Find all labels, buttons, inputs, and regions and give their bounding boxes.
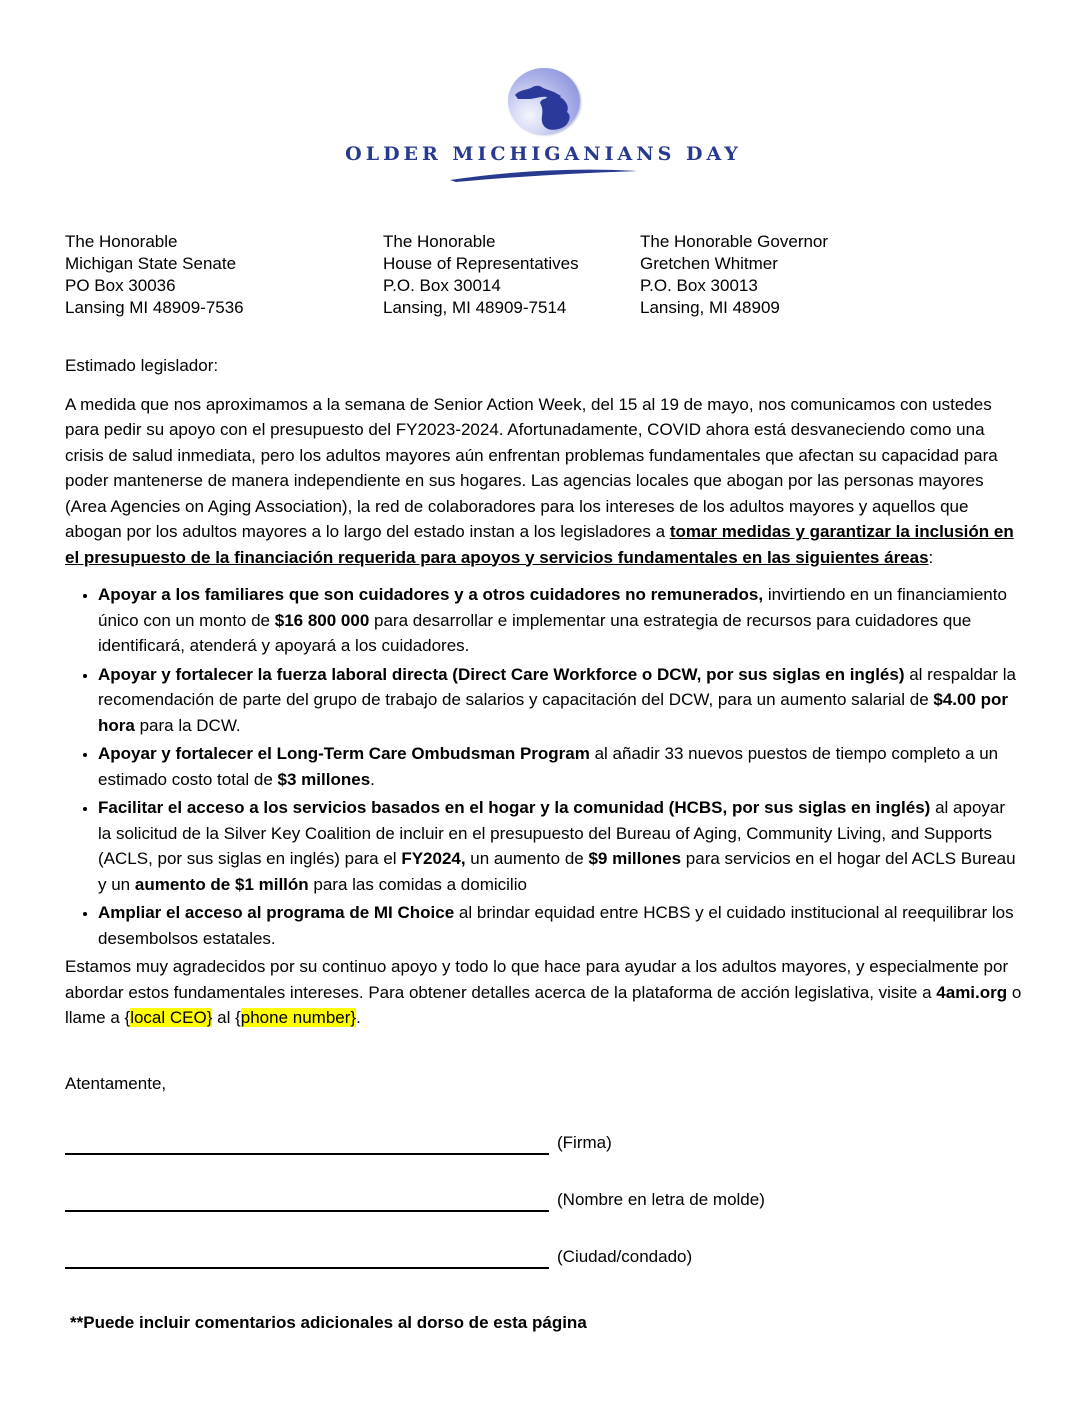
address-line: The Honorable — [65, 232, 178, 251]
address-line: Lansing MI 48909-7536 — [65, 298, 244, 317]
recipient-addresses — [65, 231, 1022, 319]
logo-title: OLDER MICHIGANIANS DAY — [345, 143, 742, 165]
address-block-governor — [640, 231, 1022, 319]
signature-label: (Firma) — [557, 1133, 612, 1152]
address-block-house — [383, 231, 640, 319]
address-line: P.O. Box 30014 — [383, 276, 501, 295]
address-line: Gretchen Whitmer — [640, 254, 778, 273]
logo-swoosh-underline — [446, 166, 642, 183]
list-item-caregivers: • Apoyar a los familiares que son cuidadores y a otros cuidadores no remunerados, invirtiendo en un financiamiento único con un monto de $16 800 000 para desarrollar e implementar una estrategia de recursos para cuidadores que identificará, atenderá y apoyará a los cuidadores. — [98, 582, 1022, 659]
list-item-ombudsman-program: • Apoyar y fortalecer el Long-Term Care Ombudsman Program al añadir 33 nuevos puestos de tiempo completo a un estimado costo total de $3 millones. — [98, 741, 1022, 792]
address-line: PO Box 30036 — [65, 276, 176, 295]
signature-blank-line — [65, 1129, 549, 1155]
list-item-mi-choice: • Ampliar el acceso al programa de MI Choice al brindar equidad entre HCBS y el cuidado institucional al reequilibrar los desembolsos estatales. — [98, 900, 1022, 951]
address-line: Michigan State Senate — [65, 254, 237, 273]
signature-row-firma — [65, 1129, 1022, 1155]
intro-paragraph: A medida que nos aproximamos a la semana de Senior Action Week, del 15 al 19 de mayo, nos comunicamos con ustedes para pedir su apoyo con el presupuesto del FY2023-2024. Afortunadamente, COVID ahora está desvaneciendo como una crisis de salud inmediata, pero los adultos mayores aún enfrentan problemas fundamentales que afectan su capacidad para poder mantenerse de manera independiente en sus hogares. Las agencias locales que abogan por las personas mayores (Area Agencies on Aging Association), la red de colaboradores para los intereses de los adultos mayores y aquellos que abogan por los adultos mayores a lo largo del estado instan a los legisladores a tomar medidas y garantizar la inclusión en el presupuesto de la financiación requerida para apoyos y servicios fundamentales en las siguientes áreas: — [65, 394, 1014, 567]
signature-blank-line — [65, 1243, 549, 1269]
address-line: The Honorable Governor — [640, 232, 829, 251]
salutation: Estimado legislador: — [65, 356, 219, 375]
signature-label: (Ciudad/condado) — [557, 1247, 693, 1266]
footnote: **Puede incluir comentarios adicionales al dorso de esta página — [70, 1313, 587, 1332]
list-item-direct-care-workforce: • Apoyar y fortalecer la fuerza laboral directa (Direct Care Workforce o DCW, por sus siglas en inglés) al respaldar la recomendación de parte del grupo de trabajo de salarios y capacitación del DCW, para un aumento salarial de $4.00 por hora para la DCW. — [98, 662, 1022, 739]
michigan-globe-icon — [508, 68, 580, 134]
signature-row-ciudad — [65, 1243, 1022, 1269]
address-line: P.O. Box 30013 — [640, 276, 758, 295]
list-item-hcbs-access: • Facilitar el acceso a los servicios basados en el hogar y la comunidad (HCBS, por sus siglas en inglés) al apoyar la solicitud de la Silver Key Coalition de incluir en el presupuesto del Bureau of Aging, Community Living, and Supports (ACLS, por sus siglas en inglés) para el FY2024, un aumento de $9 millones para servicios en el hogar del ACLS Bureau y un aumento de $1 millón para las comidas a domicilio — [98, 795, 1022, 897]
address-line: Lansing, MI 48909 — [640, 298, 780, 317]
address-line: Lansing, MI 48909-7514 — [383, 298, 567, 317]
signature-blank-line — [65, 1186, 549, 1212]
address-block-senate — [65, 231, 383, 319]
address-line: House of Representatives — [383, 254, 579, 273]
valediction: Atentamente, — [65, 1073, 167, 1093]
signature-label: (Nombre en letra de molde) — [557, 1190, 765, 1209]
budget-request-list — [65, 582, 1022, 951]
closing-paragraph: Estamos muy agradecidos por su continuo apoyo y todo lo que hace para ayudar a los adultos mayores, y especialmente por abordar estos fundamentales intereses. Para obtener detalles acerca de la plataforma de acción legislativa, visite a 4ami.org o llame a {local CEO} al {phone number}. — [65, 957, 1022, 1027]
address-line: The Honorable — [383, 232, 496, 251]
signature-row-nombre — [65, 1186, 1022, 1212]
older-michiganians-day-logo — [65, 0, 1022, 183]
